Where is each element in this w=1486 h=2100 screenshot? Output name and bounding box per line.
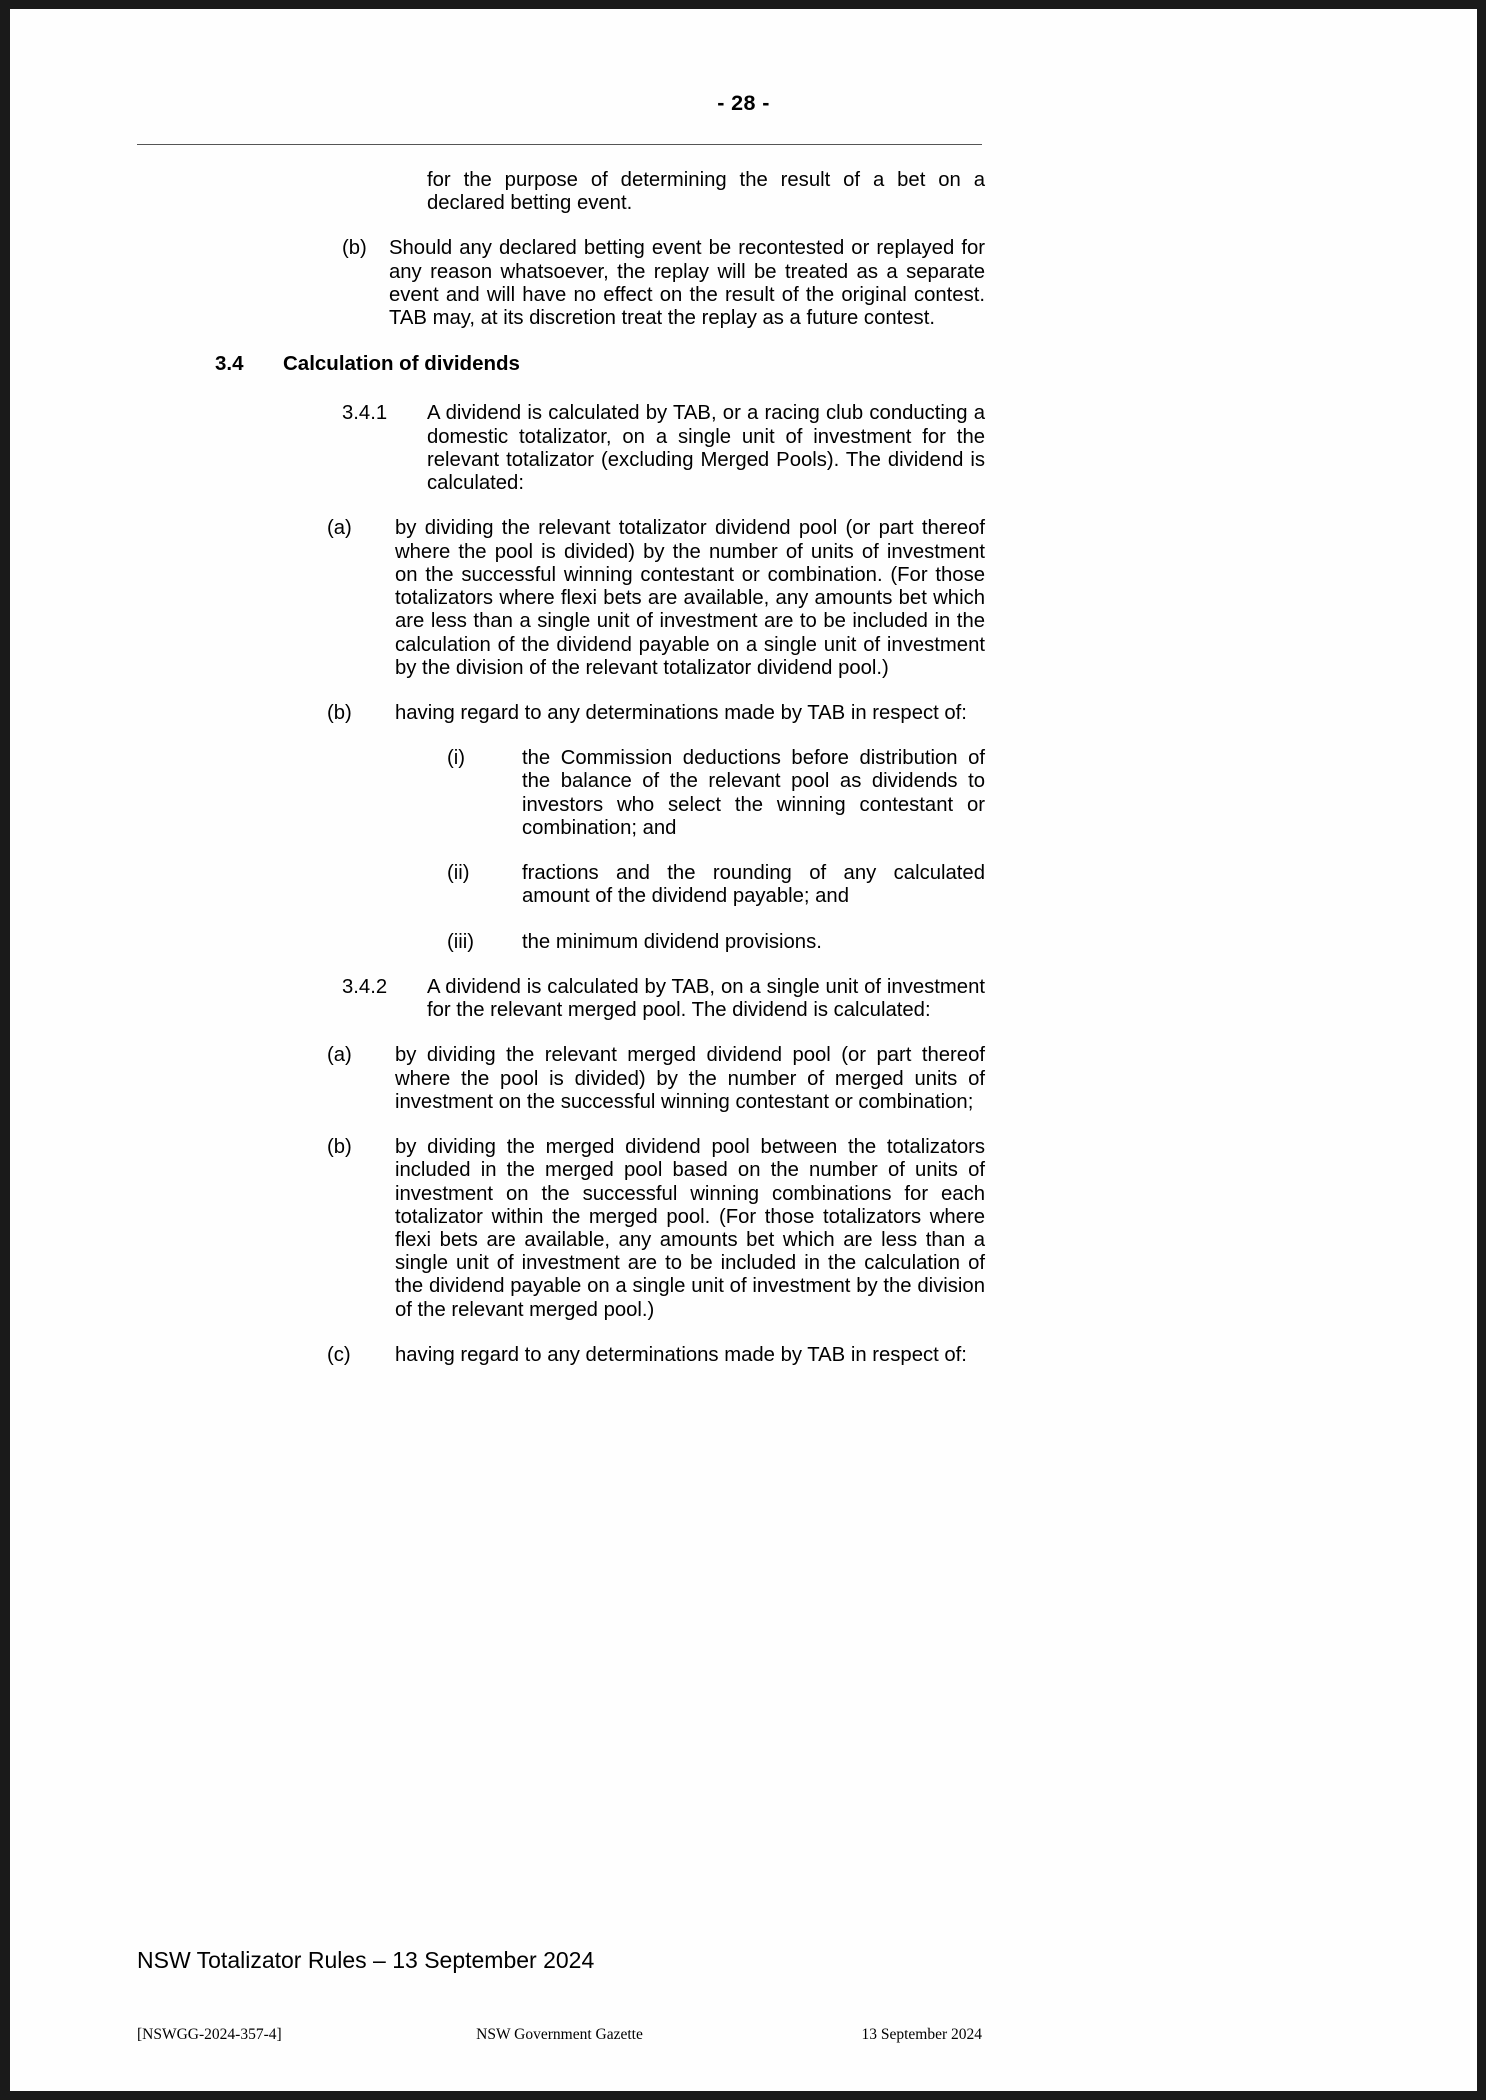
- list-item: [447, 862, 985, 908]
- list-item-marker: (a): [327, 1044, 352, 1067]
- list-item: [327, 1044, 985, 1114]
- list-item: [327, 702, 985, 725]
- list-item-marker: (i): [447, 747, 466, 770]
- list-item-text: by dividing the relevant totalizator dividend pool (or part thereof where the pool is divided) by the number of units of investment on the successful winning contestant or combination. (For those totalizators where flexi bets are available, any amounts bet which are less than a single unit of investment are to be included in the calculation of the dividend payable on a single unit of investment by the division of the relevant totalizator dividend pool.): [395, 517, 985, 679]
- list-item-text: having regard to any determinations made by TAB in respect of:: [395, 701, 967, 724]
- gazette-reference: [NSWGG-2024-357-4]: [137, 2026, 282, 2043]
- list-item: [327, 517, 985, 680]
- list-item: [327, 1344, 985, 1367]
- clause-marker: 3.4.1: [342, 402, 388, 425]
- list-item: [327, 1136, 985, 1322]
- page-number: - 28 -: [717, 91, 770, 115]
- header-divider: [137, 144, 982, 145]
- clause-3-4-1: [342, 402, 985, 495]
- clause-text: A dividend is calculated by TAB, or a racing club conducting a domestic totalizator, on a single unit of investment for the relevant totalizator (excluding Merged Pools). The dividend is calculated:: [427, 402, 985, 495]
- list-item-text: Should any declared betting event be recontested or replayed for any reason whatsoever, the replay will be treated as a separate event and will have no effect on the result of the original contest. TAB may, at its discretion treat the replay as a future contest.: [389, 237, 985, 330]
- list-item-marker: (c): [327, 1343, 351, 1366]
- section-heading-number: 3.4: [215, 352, 244, 376]
- document-content: [137, 169, 985, 1389]
- list-item-text: by dividing the merged dividend pool between the totalizators included in the merged pool based on the number of units of investment on the successful winning combinations for each totalizator within the merged pool. (For those totalizators where flexi bets are available, any amounts bet which are less than a single unit of investment are to be included in the calculation of the dividend payable on a single unit of investment by the division of the relevant merged pool.): [395, 1136, 985, 1321]
- list-item-marker: (b): [342, 237, 367, 260]
- section-heading-title: Calculation of dividends: [283, 352, 520, 376]
- list-item-text: the minimum dividend provisions.: [522, 930, 822, 953]
- list-item-marker: (b): [327, 701, 352, 724]
- clause-marker: 3.4.2: [342, 975, 388, 998]
- list-item-marker: (iii): [447, 930, 475, 953]
- list-item: [447, 747, 985, 840]
- list-item: [342, 237, 985, 330]
- list-item-text: fractions and the rounding of any calculated amount of the dividend payable; and: [522, 862, 985, 908]
- list-item-text: having regard to any determinations made by TAB in respect of:: [395, 1343, 967, 1366]
- gazette-date: 13 September 2024: [861, 2026, 982, 2043]
- list-item-marker: (b): [327, 1136, 352, 1159]
- paragraph-text: for the purpose of determining the result of a bet on a declared betting event.: [427, 169, 985, 215]
- gazette-name: NSW Government Gazette: [476, 2026, 643, 2043]
- list-item-marker: (a): [327, 517, 352, 540]
- clause-3-4-2: [342, 976, 985, 1022]
- document-page: [10, 9, 1477, 2091]
- clause-text: A dividend is calculated by TAB, on a single unit of investment for the relevant merged pool. The dividend is calculated:: [427, 975, 985, 1022]
- list-item-text: the Commission deductions before distribution of the balance of the relevant pool as dividends to investors who select the winning contestant or combination; and: [522, 747, 985, 839]
- list-item-text: by dividing the relevant merged dividend pool (or part thereof where the pool is divided) by the number of merged units of investment on the successful winning contestant or combination;: [395, 1044, 985, 1113]
- section-heading: [215, 352, 985, 376]
- list-item-marker: (ii): [447, 862, 470, 885]
- gazette-footer: [137, 2026, 982, 2044]
- list-item: [447, 931, 985, 954]
- document-footer-title: NSW Totalizator Rules – 13 September 2024: [137, 1947, 595, 1973]
- paragraph-continuation: [427, 169, 985, 215]
